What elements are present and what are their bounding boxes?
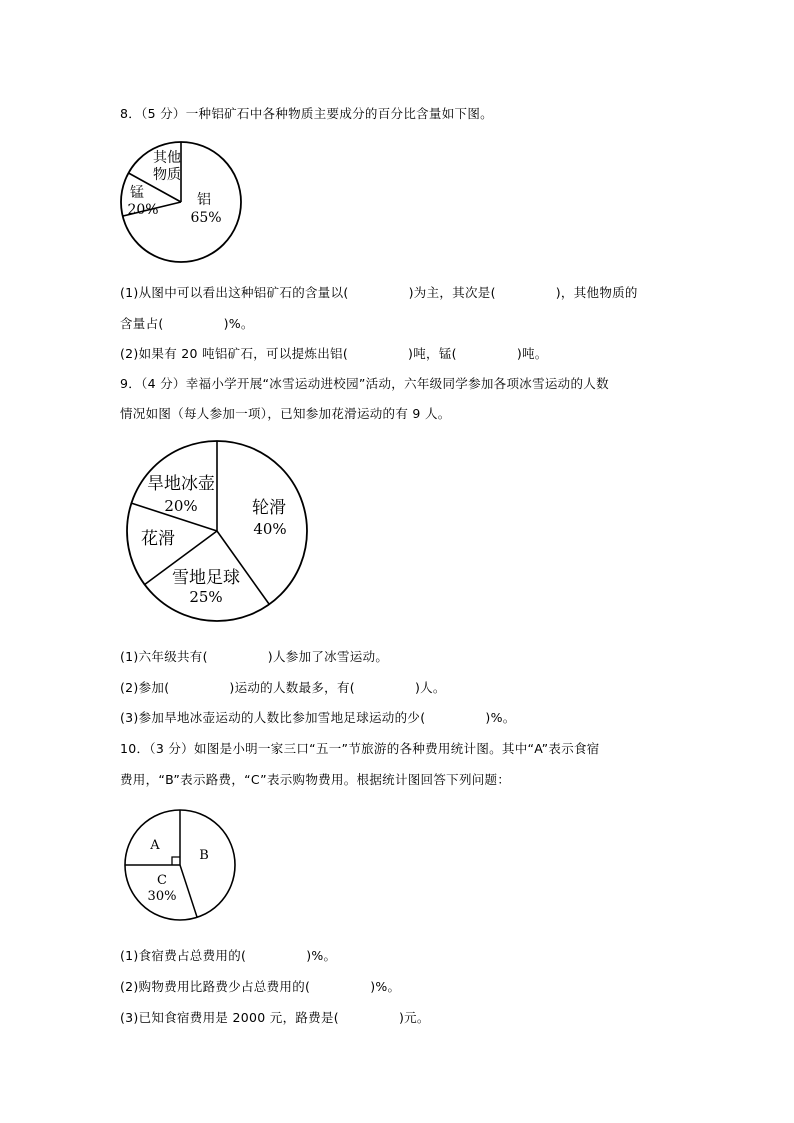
q8-pie-chart (115, 135, 255, 275)
q10-label-a: A (150, 838, 160, 853)
q10-stem-line2: 费用，“B”表示路费，“C”表示购物费用。根据统计图回答下列问题： (120, 772, 511, 787)
q9-sub3: (3)参加旱地冰壶运动的人数比参加雪地足球运动的少( )%。 (120, 710, 516, 725)
q10-pie-chart (120, 800, 250, 930)
q8-label-other-2: 物质 (153, 167, 181, 183)
q8-label-mn-pct: 20% (127, 202, 159, 218)
q9-sub2: (2)参加( )运动的人数最多，有( )人。 (120, 680, 446, 695)
q9-stem-line2: 情况如图（每人参加一项），已知参加花滑运动的有 9 人。 (120, 406, 451, 421)
q10-sub3: (3)已知食宿费用是 2000 元，路费是( )元。 (120, 1010, 430, 1025)
q9-label-snow-football-pct: 25% (189, 588, 223, 606)
q9-label-snow-football: 雪地足球 (172, 568, 240, 588)
q9-sub1: (1)六年级共有( )人参加了冰雪运动。 (120, 649, 389, 664)
q8-sub1-line2: 含量占( )%。 (120, 316, 254, 331)
q8-label-al-pct: 65% (190, 210, 222, 226)
q8-label-other-1: 其他 (153, 150, 181, 166)
q8-label-al: 铝 (197, 192, 211, 208)
q10-label-c-pct: 30% (147, 889, 177, 904)
q9-label-curling: 旱地冰壶 (147, 474, 215, 494)
q10-label-c: C (157, 873, 167, 888)
q8-sub2: (2)如果有 20 吨铝矿石，可以提炼出铝( )吨，锰( )吨。 (120, 346, 548, 361)
q9-label-curling-pct: 20% (164, 497, 198, 515)
q9-label-skating: 轮滑 (252, 498, 286, 518)
q8-sub1-line1: (1)从图中可以看出这种铝矿石的含量以( )为主，其次是( )，其他物质的 (120, 285, 638, 300)
q8-label-mn: 锰 (130, 185, 144, 201)
q9-label-figure-skating: 花滑 (141, 529, 175, 549)
q10-sub1: (1)食宿费占总费用的( )%。 (120, 948, 337, 963)
q10-stem-line1: 10．（3 分）如图是小明一家三口“五一”节旅游的各种费用统计图。其中“A”表示食宿 (120, 741, 600, 756)
q10-slice-divider-lower-right (180, 865, 197, 917)
q9-stem-line1: 9．（4 分）幸福小学开展“冰雪运动进校园”活动，六年级同学参加各项冰雪运动的人数 (120, 376, 609, 391)
q9-label-skating-pct: 40% (253, 520, 287, 538)
q10-right-angle-marker (172, 857, 180, 865)
q10-sub2: (2)购物费用比路费少占总费用的( )%。 (120, 979, 401, 994)
q8-stem: 8．（5 分）一种铝矿石中各种物质主要成分的百分比含量如下图。 (120, 106, 493, 121)
q10-label-b: B (199, 848, 209, 863)
q9-pie-chart (120, 435, 320, 635)
